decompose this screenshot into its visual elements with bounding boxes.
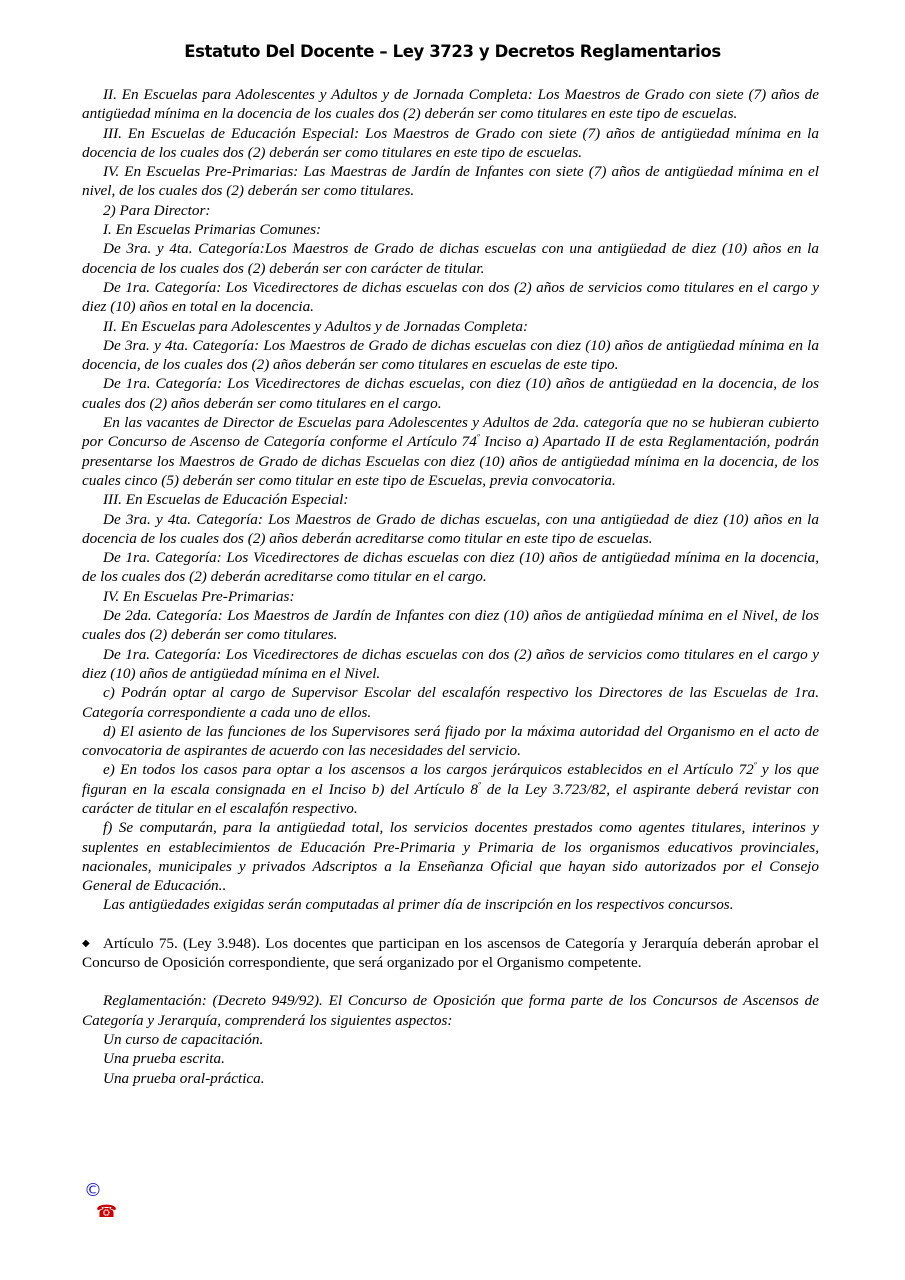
- reglamentacion-intro: Reglamentación: (Decreto 949/92). El Concurso de Oposición que forma parte de los Concursos de Ascensos de Categoría y Jerarquía, comprenderá los siguientes aspectos:: [82, 992, 819, 1029]
- paragraph: IV. En Escuelas Pre-Primarias:: [103, 587, 295, 605]
- article-text: Artículo 75. (Ley 3.948). Los docentes que participan en los ascensos de Categoría y Jerarquía deberán aprobar el Concurso de Oposición correspondiente, que será organizado por el Organismo competente.: [82, 934, 819, 972]
- text-segment: Inciso a) Apartado II de esta Reglamentación, podrán presentarse los Maestros de Grado de dichas Escuelas con diez (10) años de antigüedad mínima en la docencia, de los cuales cinco (5) deberán ser como titular en este tipo de Escuelas, previa convocatoria.: [82, 433, 819, 489]
- list-item: Una prueba oral-práctica.: [103, 1069, 265, 1087]
- paragraph: 2) Para Director:: [103, 201, 211, 219]
- paragraph: d) El asiento de las funciones de los Supervisores será fijado por la máxima autoridad del Organismo en el acto de convocatoria de aspirantes de acuerdo con las necesidades del servicio.: [82, 722, 819, 760]
- paragraph: III. En Escuelas de Educación Especial: Los Maestros de Grado con siete (7) años de antigüedad mínima en la docencia de los cuales dos (2) deberán ser como titulares en este tipo de escuelas.: [82, 124, 819, 161]
- text-segment: de la Ley 3.723/82, el aspirante deberá revistar con carácter de titular en el escalafón respectivo.: [82, 780, 819, 817]
- paragraph: III. En Escuelas de Educación Especial:: [103, 491, 349, 509]
- page-header-title: Estatuto Del Docente – Ley 3723 y Decretos Reglamentarios: [184, 42, 721, 61]
- paragraph: De 1ra. Categoría: Los Vicedirectores de dichas escuelas con dos (2) años de servicios como titulares en el cargo y diez (10) años de antigüedad mínima en el Nivel.: [82, 645, 819, 682]
- text-segment: En las vacantes de Director de Escuelas para Adolescentes y Adultos de 2da. categoría que no se hubieran cubierto por Concurso de Ascenso de Categoría conforme el Artículo 74: [82, 414, 819, 451]
- paragraph: II. En Escuelas para Adolescentes y Adultos y de Jornadas Completa:: [103, 317, 529, 335]
- paragraph: De 3ra. y 4ta. Categoría: Los Maestros de Grado de dichas escuelas, con una antigüedad de diez (10) años en la docencia de los cuales dos (2) años deberán acreditarse como titular en este tipo de escuelas.: [82, 510, 819, 547]
- list-item: Una prueba escrita.: [103, 1050, 225, 1068]
- paragraph: De 1ra. Categoría: Los Vicedirectores de dichas escuelas con dos (2) años de servicios como titulares en el cargo y diez (10) años en total en la docencia.: [82, 278, 819, 316]
- diamond-bullet-icon: ◆: [82, 937, 90, 949]
- paragraph: Las antigüedades exigidas serán computadas al primer día de inscripción en los respectivos concursos.: [103, 896, 734, 914]
- paragraph-vacantes: [82, 413, 819, 490]
- text-segment: y los que figuran en la escala consignada en el Inciso b) del Artículo 8: [82, 761, 819, 798]
- phone-icon: ☎: [96, 1202, 118, 1222]
- document-body: [82, 85, 819, 1088]
- paragraph: De 3ra. y 4ta. Categoría:Los Maestros de Grado de dichas escuelas con una antigüedad de diez (10) años en la docencia de los cuales dos (2) deberán ser con carácter de titular.: [82, 240, 819, 277]
- paragraph: I. En Escuelas Primarias Comunes:: [103, 221, 322, 239]
- paragraph: De 2da. Categoría: Los Maestros de Jardín de Infantes con diez (10) años de antigüedad mínima en el Nivel, de los cuales dos (2) deberán ser como titulares.: [82, 607, 819, 644]
- paragraph-e: [82, 760, 819, 818]
- paragraph: De 1ra. Categoría: Los Vicedirectores de dichas escuelas con diez (10) años de antigüedad mínima en la docencia, de los cuales dos (2) deberán acreditarse como titular en el cargo.: [82, 549, 819, 586]
- article-75: [82, 934, 819, 973]
- paragraph: IV. En Escuelas Pre-Primarias: Las Maestras de Jardín de Infantes con siete (7) años de antigüedad mínima en el nivel, de los cuales dos (2) deberán ser como titulares.: [82, 163, 819, 200]
- list-item: Un curso de capacitación.: [103, 1030, 264, 1048]
- paragraph: De 3ra. y 4ta. Categoría: Los Maestros de Grado de dichas escuelas con diez (10) años de antigüedad mínima en la docencia, de los cuales dos (2) años deberán ser como titulares en escuelas de este tipo.: [82, 336, 819, 374]
- text-segment: e) En todos los casos para optar a los ascensos a los cargos jerárquicos establecidos en el Artículo 72: [103, 761, 754, 779]
- superscript: º: [753, 760, 757, 771]
- paragraph: f) Se computarán, para la antigüedad total, los servicios docentes prestados como agentes titulares, interinos y suplentes en establecimientos de Educación Pre-Primaria y Primaria de los organismos educativos provinciales, nacionales, municipales y privados Adscriptos a la Enseñanza Oficial que hayan sido autorizados por el Consejo General de Educación..: [82, 819, 819, 895]
- paragraph: c) Podrán optar al cargo de Supervisor Escolar del escalafón respectivo los Directores de las Escuelas de 1ra. Categoría correspondiente a cada uno de ellos.: [82, 684, 819, 721]
- paragraph: II. En Escuelas para Adolescentes y Adultos y de Jornada Completa: Los Maestros de Grado con siete (7) años de antigüedad mínima en la docencia de los cuales dos (2) deberán ser como titulares en este tipo de escuelas.: [82, 86, 819, 123]
- copyright-icon: ©: [84, 1180, 102, 1201]
- superscript: º: [477, 779, 481, 790]
- superscript: º: [476, 432, 480, 443]
- paragraph: De 1ra. Categoría: Los Vicedirectores de dichas escuelas, con diez (10) años de antigüedad en la docencia, de los cuales dos (2) años deberán ser como titulares en el cargo.: [82, 375, 819, 412]
